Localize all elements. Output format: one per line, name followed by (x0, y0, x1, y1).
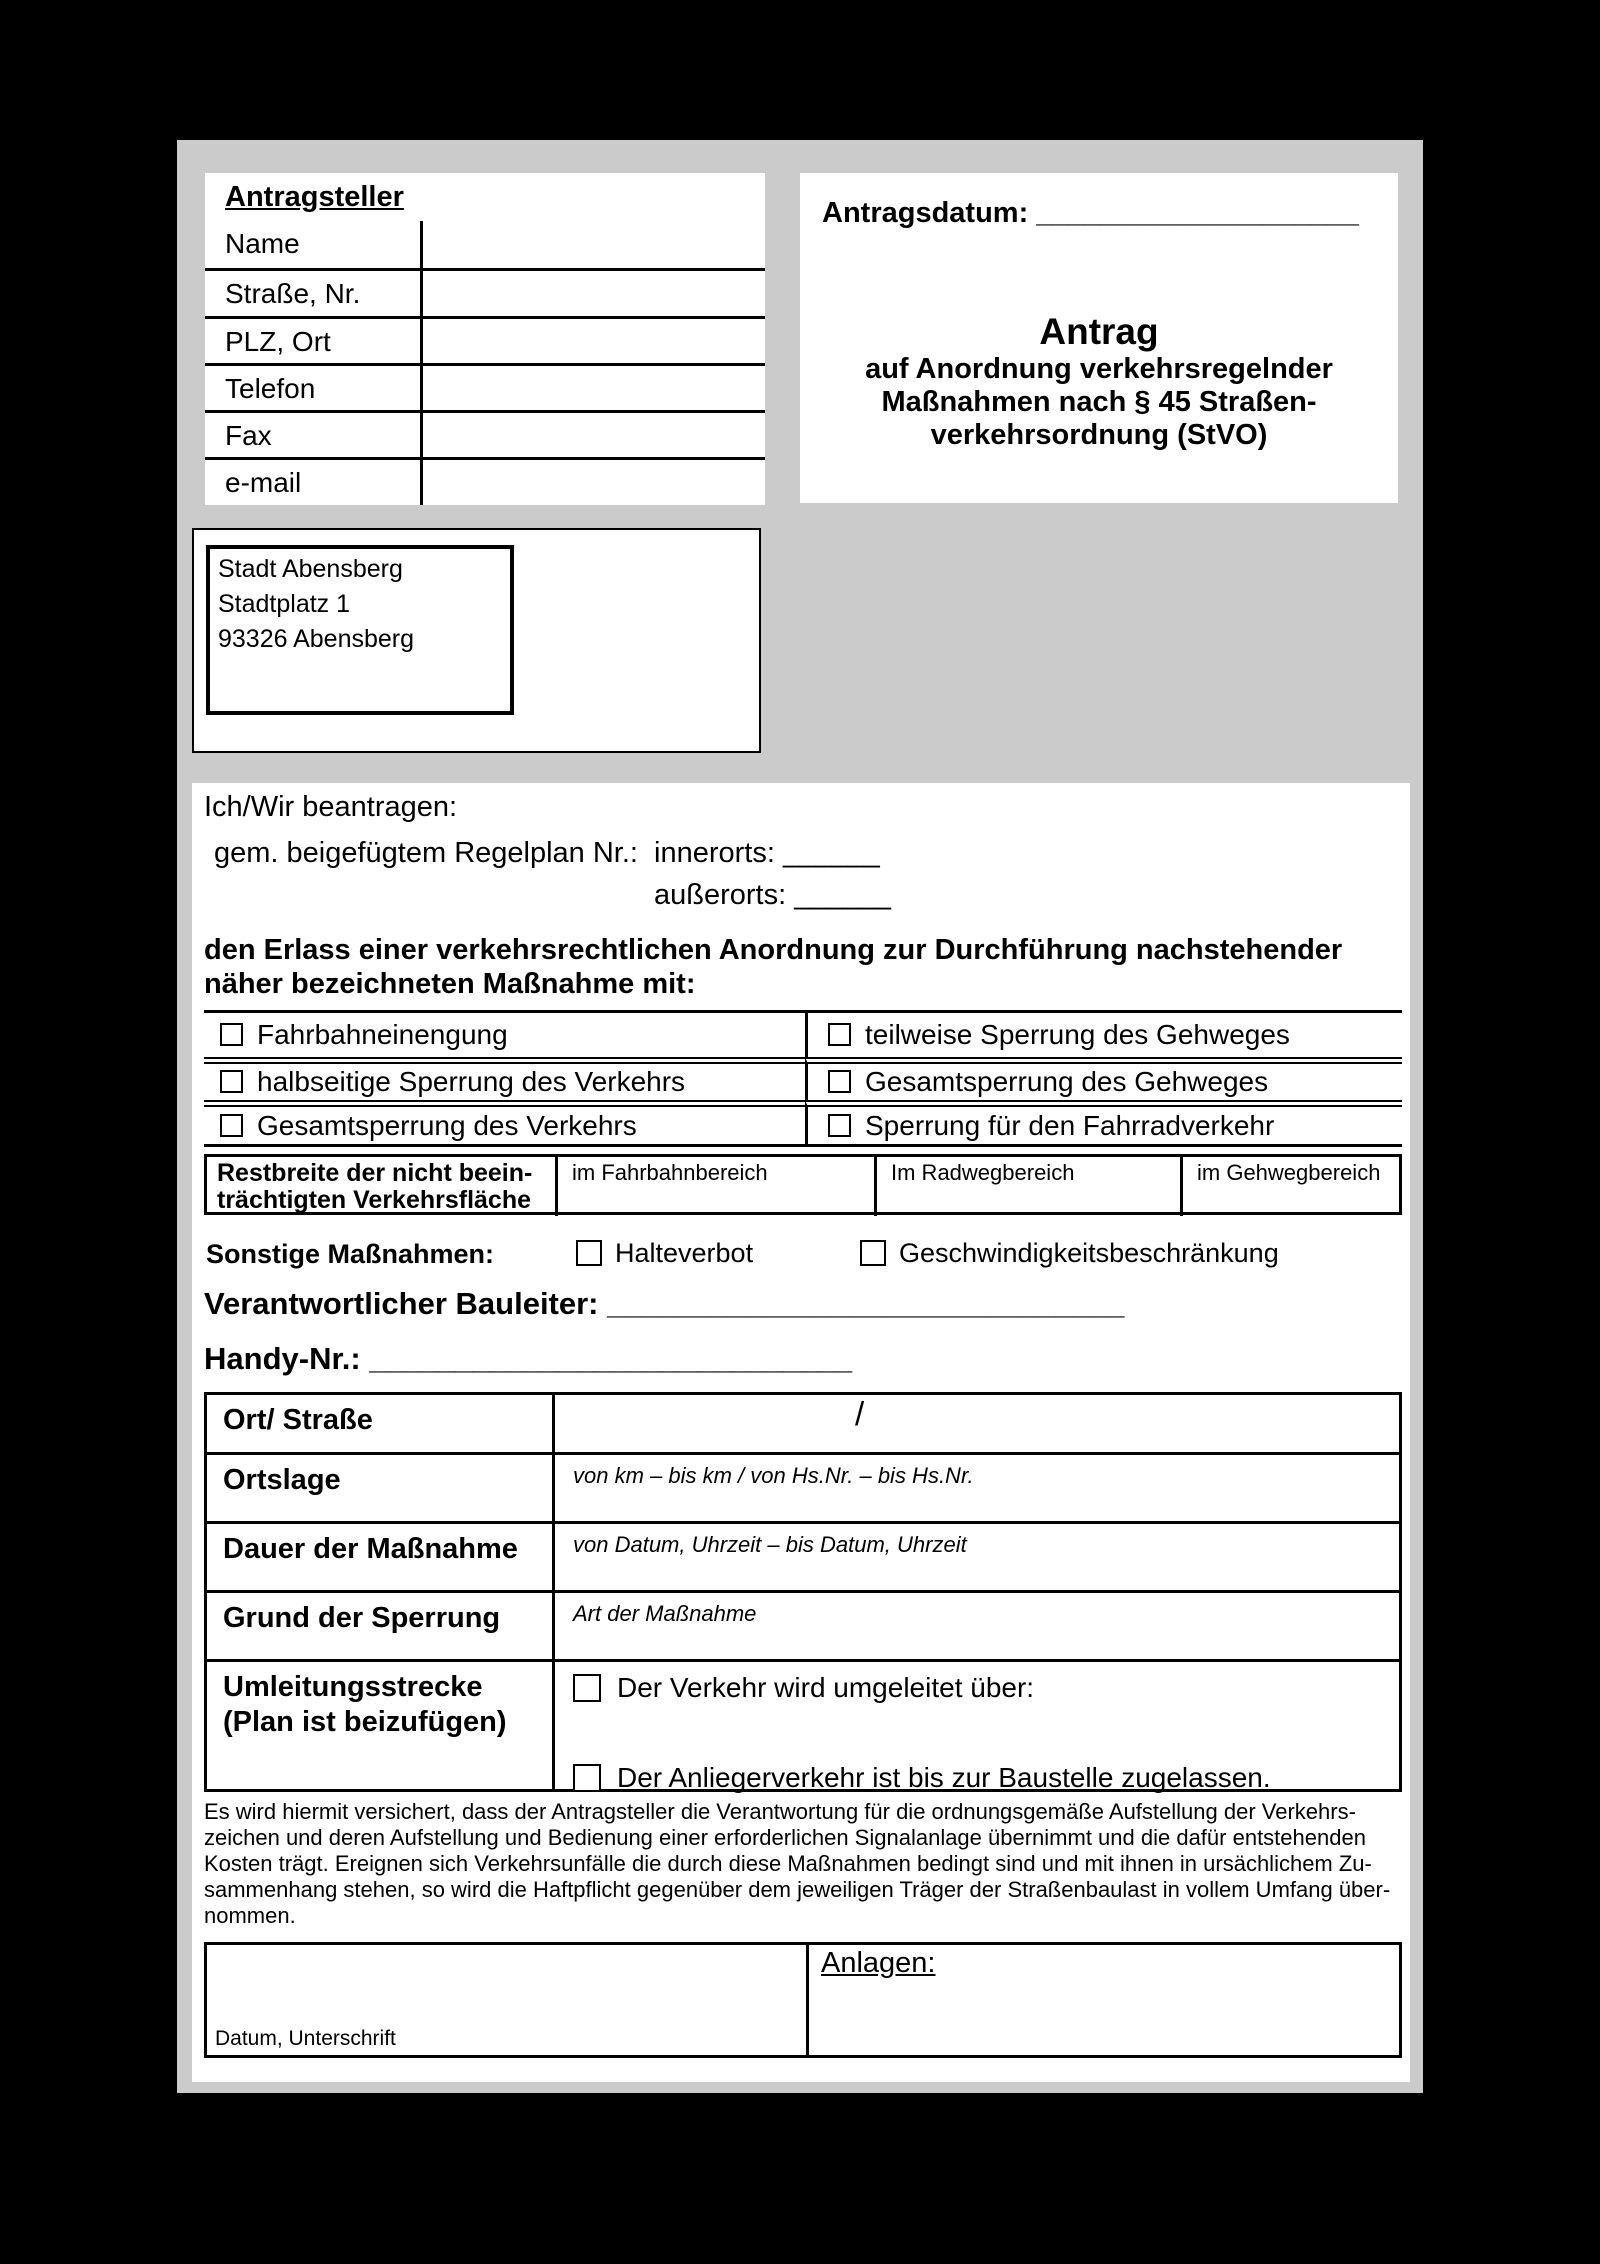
disclaimer-line-2: zeichen und deren Aufstellung und Bedienung einer erforderlichen Signalanlage übernimmt und die dafür entstehenden (204, 1825, 1366, 1850)
form-subtitle-line-3: verkehrsordnung (StVO) (930, 419, 1268, 451)
geschwindigkeit-label: Geschwindigkeitsbeschränkung (899, 1237, 1279, 1268)
regelplan-label: gem. beigefügtem Regelplan Nr.: (214, 837, 638, 869)
disclaimer-line-4: sammenhang stehen, so wird die Haftpflicht gegenüber dem jeweiligen Träger der Straßenbaulast in vollem Umfang über- (204, 1877, 1391, 1902)
datum-unterschrift-label: Datum, Unterschrift (215, 2027, 396, 2050)
sonstige-label: Sonstige Maßnahmen: (206, 1239, 495, 1269)
signature-cell (207, 1945, 806, 2055)
request-intro: Ich/Wir beantragen: (204, 791, 458, 823)
measure-option-row (805, 1057, 1402, 1101)
applicant-row-city: PLZ, Ort (205, 316, 765, 363)
bauleiter-blank-line: ______________________________ (607, 1286, 1125, 1321)
recipient-address-box (192, 528, 761, 753)
row-label-grund: Grund der Sperrung (207, 1590, 555, 1659)
umleitung-option-1 (573, 1672, 1034, 1704)
anlagen-cell (806, 1945, 1399, 2055)
erlass-line-2: näher bezeichneten Maßnahme mit: (204, 968, 696, 1000)
details-table (204, 1392, 1402, 1792)
innerorts-blank-line: ______ (782, 837, 880, 869)
applicant-row-fax: Fax (205, 410, 765, 457)
form-title: Antrag (1039, 311, 1159, 352)
option-label: halbseitige Sperrung des Verkehrs (257, 1065, 686, 1097)
checkbox-icon[interactable] (860, 1240, 886, 1266)
restbreite-col-gehweg (1180, 1157, 1399, 1216)
applicant-table (205, 173, 765, 505)
recipient-line-3: 93326 Abensberg (218, 625, 415, 653)
date-label: Antragsdatum: (822, 197, 1029, 229)
application-date-box (800, 173, 1398, 503)
row-hint-ortslage: von km – bis km / von Hs.Nr. – bis Hs.Nr. (555, 1452, 1399, 1521)
row-label-umleitung: Umleitungsstrecke (Plan ist beizufügen) (207, 1659, 555, 1789)
measure-options-table (204, 1010, 1402, 1147)
sonstige-row (204, 1233, 1402, 1277)
disclaimer-paragraph (204, 1799, 1402, 1929)
restbreite-col-radweg (874, 1157, 1180, 1216)
restbreite-blank-line: ____________ (572, 1189, 726, 1215)
checkbox-icon[interactable] (573, 1674, 601, 1702)
innerorts-label: innerorts: (654, 837, 775, 869)
umleitung-option-2 (573, 1762, 1271, 1794)
recipient-line-2: Stadtplatz 1 (218, 590, 351, 618)
erlass-paragraph (204, 933, 1402, 1001)
main-content-box (192, 783, 1410, 2082)
measure-option-row (204, 1013, 805, 1057)
restbreite-col-fahrbahn (555, 1157, 874, 1216)
checkbox-icon[interactable] (573, 1764, 601, 1792)
geschwindigkeit-option (860, 1233, 1279, 1273)
measure-option-row (805, 1100, 1402, 1144)
umleitung-option-2-label: Der Anliegerverkehr ist bis zur Baustelle zugelassen. (617, 1762, 1271, 1793)
ausserorts-blank-line: ______ (794, 879, 892, 911)
row-value-ort-strasse (555, 1395, 1399, 1452)
measure-option-row (204, 1057, 805, 1101)
restbreite-table (204, 1154, 1402, 1215)
restbreite-col-header: im Gehwegbereich (1197, 1160, 1381, 1185)
option-label: Sperrung für den Fahrradverkehr (865, 1109, 1275, 1141)
recipient-address-inner-box (206, 545, 514, 715)
restbreite-col-header: Im Radwegbereich (891, 1160, 1075, 1185)
disclaimer-line-5: nommen. (204, 1903, 296, 1928)
form-subtitle-line-1: auf Anordnung verkehrsregelnder (865, 353, 1333, 385)
checkbox-icon[interactable] (220, 1023, 243, 1046)
checkbox-icon[interactable] (220, 1114, 243, 1137)
disclaimer-line-3: Kosten trägt. Ereignen sich Verkehrsunfälle die durch diese Maßnahmen bedingt sind und mit ihnen in ursächlichem Zu- (204, 1851, 1372, 1876)
checkbox-icon[interactable] (828, 1023, 851, 1046)
checkbox-icon[interactable] (576, 1240, 602, 1266)
measure-option-row (204, 1100, 805, 1144)
applicant-row-email: e-mail (205, 457, 765, 504)
ausserorts-label: außerorts: (654, 879, 787, 911)
applicant-header: Antragsteller (225, 181, 404, 213)
option-label: Gesamtsperrung des Verkehrs (257, 1109, 637, 1141)
disclaimer-line-1: Es wird hiermit versichert, dass der Antragsteller die Verantwortung für die ordnungsgemäße Aufstellung der Verkehrs- (204, 1799, 1356, 1824)
row-hint-dauer: von Datum, Uhrzeit – bis Datum, Uhrzeit (555, 1521, 1399, 1590)
slash-value: / (855, 1395, 865, 1432)
bauleiter-label: Verantwortlicher Bauleiter: (204, 1286, 599, 1321)
handy-blank-line: ____________________________ (369, 1341, 853, 1376)
anlagen-label: Anlagen: (821, 1947, 936, 1979)
checkbox-icon[interactable] (220, 1070, 243, 1093)
row-value-umleitung (555, 1659, 1399, 1793)
applicant-row-name: Name (225, 228, 300, 259)
applicant-column-divider (420, 221, 423, 505)
erlass-line-1: den Erlass einer verkehrsrechtlichen Anordnung zur Durchführung nachstehender (204, 934, 1343, 966)
measure-option-row (805, 1013, 1402, 1057)
form-page (177, 140, 1423, 2093)
form-subtitle-line-2: Maßnahmen nach § 45 Straßen- (881, 386, 1317, 418)
halteverbot-option (576, 1233, 753, 1273)
restbreite-blank-line: ____________ (1197, 1189, 1351, 1215)
recipient-line-1: Stadt Abensberg (218, 555, 403, 583)
handy-label: Handy-Nr.: (204, 1341, 361, 1376)
date-blank-line: ____________________ (1036, 197, 1359, 229)
row-hint-grund: Art der Maßnahme (555, 1590, 1399, 1659)
restbreite-col-header: im Fahrbahnbereich (572, 1160, 768, 1185)
halteverbot-label: Halteverbot (615, 1237, 754, 1268)
option-label: Gesamtsperrung des Gehweges (865, 1065, 1269, 1097)
row-label-ort-strasse: Ort/ Straße (207, 1395, 555, 1452)
option-label: teilweise Sperrung des Gehweges (865, 1018, 1290, 1050)
restbreite-label: Restbreite der nicht beein- trächtigten Verkehrsfläche (217, 1159, 533, 1214)
applicant-row-street: Straße, Nr. (205, 268, 765, 315)
applicant-row-phone: Telefon (205, 363, 765, 410)
option-label: Fahrbahneinengung (257, 1018, 508, 1050)
form-title-block (800, 311, 1398, 452)
checkbox-icon[interactable] (828, 1070, 851, 1093)
checkbox-icon[interactable] (828, 1114, 851, 1137)
restbreite-blank-line: ____________ (891, 1189, 1045, 1215)
signature-table (204, 1942, 1402, 2058)
row-label-ortslage: Ortslage (207, 1452, 555, 1521)
row-label-dauer: Dauer der Maßnahme (207, 1521, 555, 1590)
umleitung-option-1-label: Der Verkehr wird umgeleitet über: (617, 1672, 1035, 1703)
